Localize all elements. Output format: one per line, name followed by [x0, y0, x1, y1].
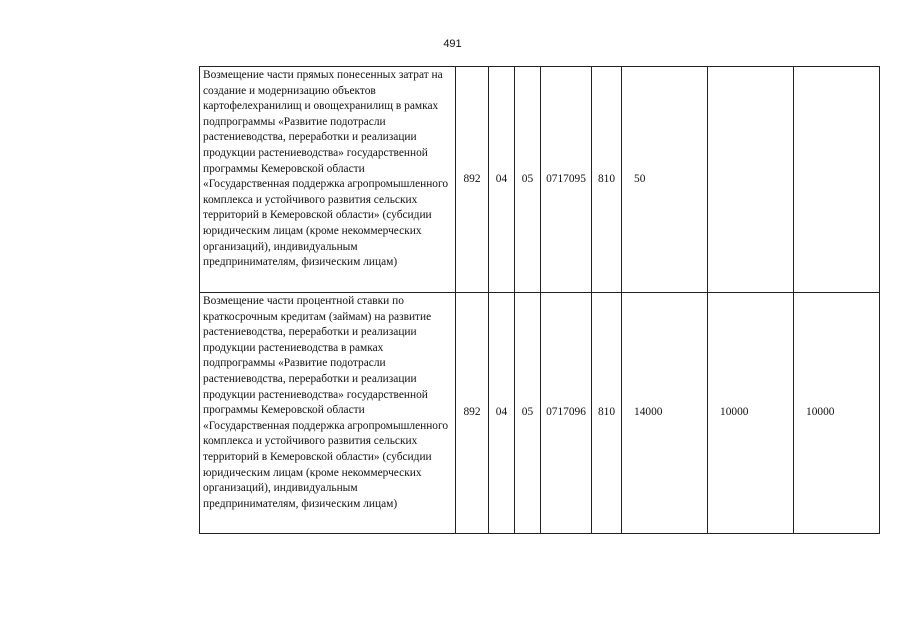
- budget-table: [199, 66, 880, 534]
- target-article-code: 0717095: [541, 67, 592, 293]
- amount-year-2: [708, 67, 794, 293]
- section-code: 04: [489, 67, 515, 293]
- expense-type-code: 810: [592, 293, 622, 534]
- subsection-code: 05: [515, 67, 541, 293]
- amount-year-3: [794, 67, 880, 293]
- amount-year-3: 10000: [794, 293, 880, 534]
- section-code: 04: [489, 293, 515, 534]
- page-number: 491: [443, 38, 462, 50]
- table-row: [200, 67, 880, 293]
- subsection-code: 05: [515, 293, 541, 534]
- table-row: [200, 293, 880, 534]
- target-article-code: 0717096: [541, 293, 592, 534]
- row-description: Возмещение части прямых понесенных затрат на создание и модернизацию объектов картофелехранилищ и овощехранилищ в рамках подпрограммы «Развитие подотрасли растениеводства, переработки и реализации продукции растениеводства» государственной программы Кемеровской области «Государственная поддержка агропромышленного комплекса и устойчивого развития сельских территорий в Кемеровской области» (субсидии юридическим лицам (кроме некоммерческих организаций), индивидуальным предпринимателям, физическим лицам): [200, 67, 456, 293]
- ministry-code: 892: [456, 293, 489, 534]
- row-description: Возмещение части процентной ставки по краткосрочным кредитам (займам) на развитие растениеводства, переработки и реализации продукции растениеводства в рамках подпрограммы «Развитие подотрасли растениеводства, переработки и реализации продукции растениеводства» государственной программы Кемеровской области «Государственная поддержка агропромышленного комплекса и устойчивого развития сельских территорий в Кемеровской области» (субсидии юридическим лицам (кроме некоммерческих организаций), индивидуальным предпринимателям, физическим лицам): [200, 293, 456, 534]
- amount-year-2: 10000: [708, 293, 794, 534]
- expense-type-code: 810: [592, 67, 622, 293]
- amount-year-1: 50: [622, 67, 708, 293]
- amount-year-1: 14000: [622, 293, 708, 534]
- ministry-code: 892: [456, 67, 489, 293]
